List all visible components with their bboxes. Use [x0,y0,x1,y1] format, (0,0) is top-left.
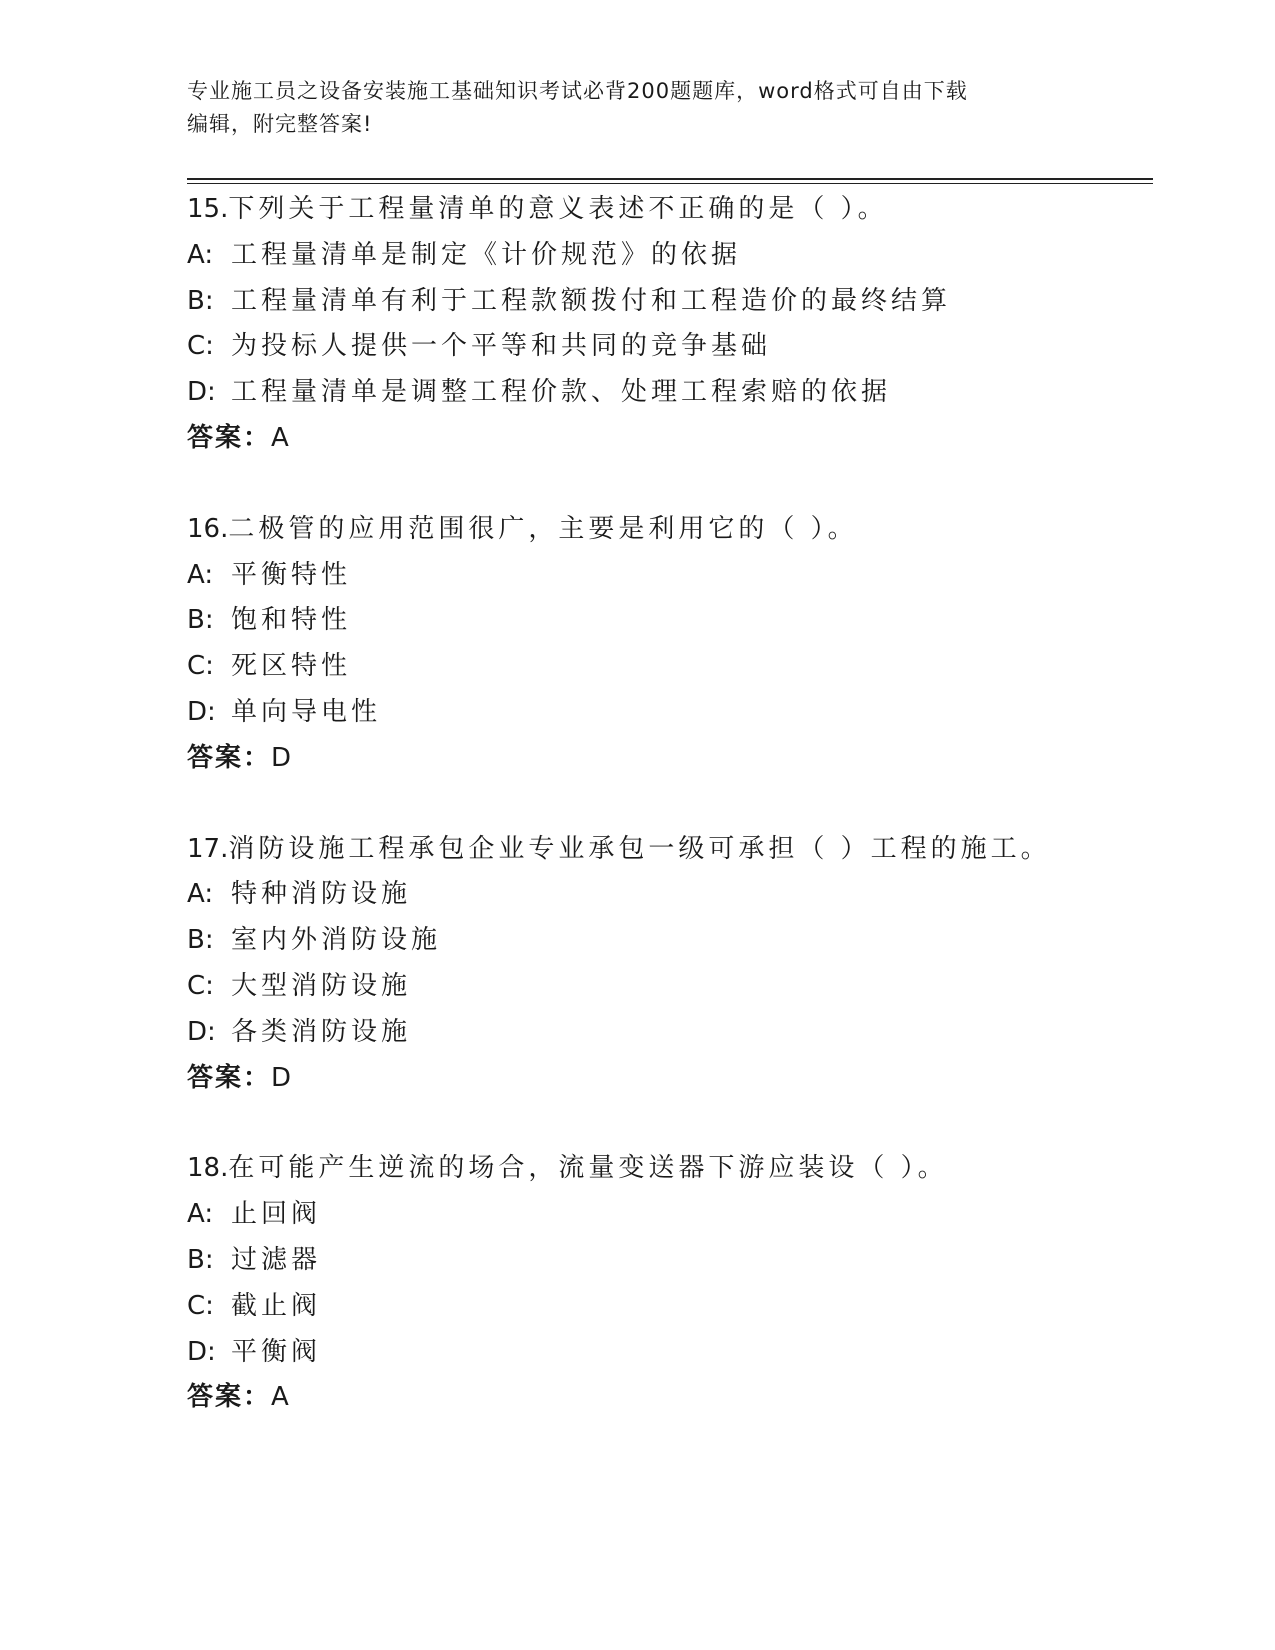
option-text: 室内外消防设施 [231,925,442,956]
question-16 [187,507,1153,782]
question-list [187,187,1153,1421]
option-d [187,1330,1153,1376]
answer-value: D [271,742,292,773]
option-text: 为投标人提供一个平等和共同的竞争基础 [231,331,772,362]
header-divider-thin [187,183,1153,184]
question-stem [187,187,1153,233]
question-number: 15. [187,194,229,224]
answer-value: D [271,1062,292,1093]
question-15 [187,187,1153,462]
question-18 [187,1146,1153,1421]
option-key: D: [187,1336,216,1367]
option-key: C: [187,970,214,1001]
header-line-1: 专业施工员之设备安装施工基础知识考试必背200题题库，word格式可自由下载 [187,79,968,103]
option-key: B: [187,1244,214,1275]
question-text: 下列关于工程量清单的意义表述不正确的是（ ）。 [228,194,888,224]
answer-label: 答案： [187,742,272,773]
question-text: 二极管的应用范围很广，主要是利用它的（ ）。 [228,513,858,544]
answer-line [187,1375,1153,1421]
option-b [187,918,1153,964]
option-b [187,279,1153,325]
question-text: 在可能产生逆流的场合，流量变送器下游应装设（ ）。 [228,1153,948,1184]
question-number: 18. [187,1153,229,1184]
option-key: C: [187,651,214,682]
option-b [187,598,1153,644]
answer-label: 答案： [187,1382,272,1413]
header-line-2: 编辑，附完整答案! [187,112,373,136]
answer-value: A [271,422,289,453]
option-key: C: [187,331,214,362]
option-d [187,1010,1153,1056]
option-b [187,1238,1153,1284]
option-a [187,233,1153,279]
option-text: 各类消防设施 [231,1016,412,1047]
option-text: 饱和特性 [231,605,352,636]
option-text: 止回阀 [231,1199,322,1230]
option-key: D: [187,377,216,408]
option-key: A: [187,239,214,270]
option-key: A: [187,559,214,590]
question-17 [187,827,1153,1102]
option-key: B: [187,285,214,316]
option-c [187,644,1153,690]
option-c [187,324,1153,370]
option-a [187,872,1153,918]
option-key: B: [187,605,214,636]
option-key: D: [187,696,216,727]
option-key: A: [187,1199,214,1230]
question-stem [187,507,1153,553]
option-text: 大型消防设施 [231,970,412,1001]
answer-line [187,416,1153,462]
option-text: 平衡特性 [231,559,352,590]
option-c [187,1284,1153,1330]
option-a [187,553,1153,599]
answer-value: A [271,1382,289,1413]
option-key: C: [187,1290,214,1321]
option-text: 截止阀 [231,1290,322,1321]
question-number: 17. [187,833,229,864]
option-key: B: [187,925,214,956]
answer-line [187,1056,1153,1102]
option-a [187,1192,1153,1238]
option-text: 工程量清单有利于工程款额拨付和工程造价的最终结算 [231,285,952,316]
option-key: D: [187,1016,216,1047]
option-key: A: [187,879,214,910]
answer-label: 答案： [187,422,272,453]
option-text: 特种消防设施 [231,879,412,910]
option-d [187,370,1153,416]
question-text: 消防设施工程承包企业专业承包一级可承担（ ）工程的施工。 [228,833,1051,864]
answer-line [187,736,1153,782]
question-stem [187,1146,1153,1192]
question-number: 16. [187,513,229,544]
option-text: 平衡阀 [231,1336,322,1367]
answer-label: 答案： [187,1062,272,1093]
option-d [187,690,1153,736]
option-text: 死区特性 [231,651,352,682]
option-text: 单向导电性 [231,696,382,727]
option-text: 工程量清单是调整工程价款、处理工程索赔的依据 [231,377,892,408]
question-stem [187,827,1153,873]
option-text: 工程量清单是制定《计价规范》的依据 [231,239,742,270]
option-text: 过滤器 [231,1244,322,1275]
option-c [187,964,1153,1010]
document-header [187,75,1067,141]
header-divider-thick [187,178,1153,180]
